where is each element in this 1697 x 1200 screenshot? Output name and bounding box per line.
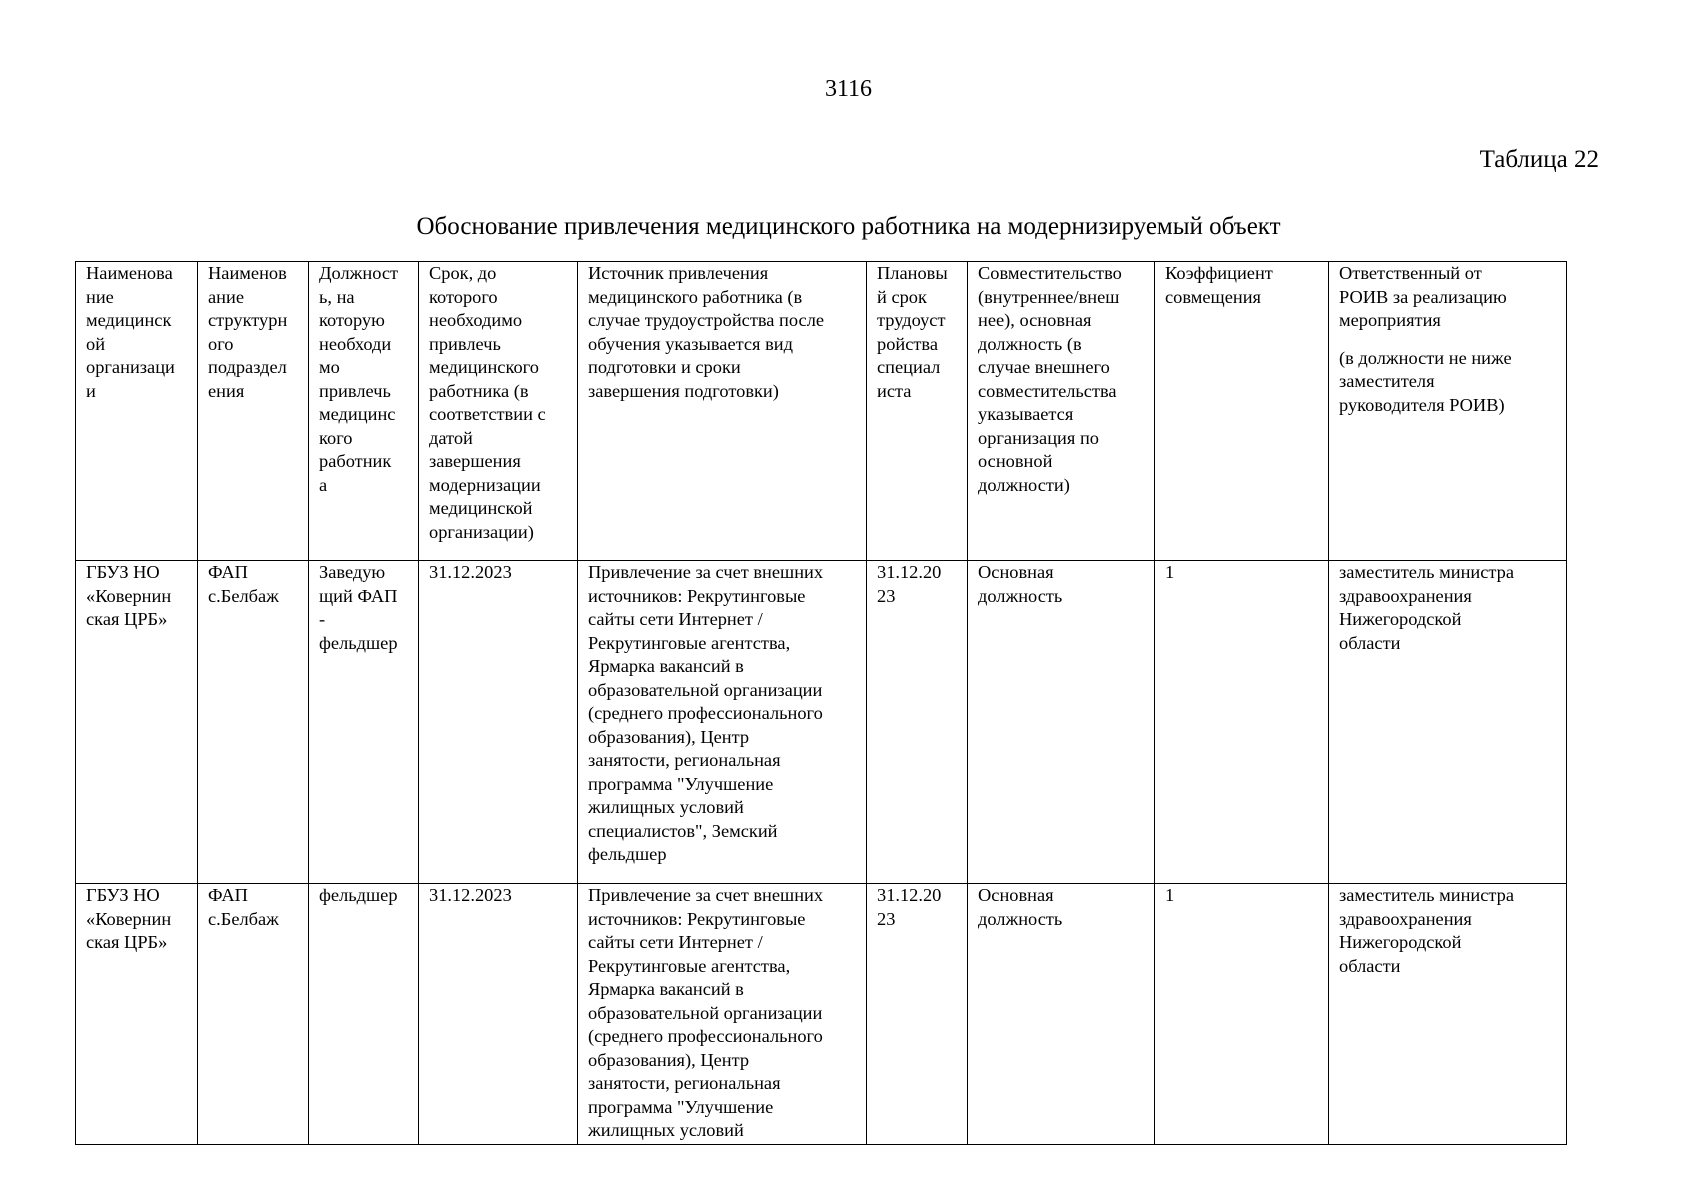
table-row: [76, 884, 1567, 1145]
cell-coefficient: 1: [1155, 561, 1329, 884]
table-row: [76, 561, 1567, 884]
column-header: Источник привлечения медицинского работника (в случае трудоустройства после обучения указывается вид подготовки и сроки завершения подготовки): [578, 262, 867, 561]
column-header: Совместительство (внутреннее/внеш нее), основная должность (в случае внешнего совместительства указывается организация по основной должности): [968, 262, 1155, 561]
column-header: Срок, до которого необходимо привлечь медицинского работника (в соответствии с датой завершения модернизации медицинской организации): [419, 262, 578, 561]
cell-source: Привлечение за счет внешних источников: Рекрутинговые сайты сети Интернет / Рекрутинговые агентства, Ярмарка вакансий в образовательной организации (среднего профессионального образования), Центр занятости, региональная программа "Улучшение жилищных условий: [578, 884, 867, 1145]
cell-responsible: заместитель министра здравоохранения Нижегородской области: [1329, 884, 1567, 1145]
table-header-row: [76, 262, 1567, 561]
cell-coefficient: 1: [1155, 884, 1329, 1145]
cell-organization: ГБУЗ НО «Ковернин ская ЦРБ»: [76, 561, 198, 884]
cell-planned-date: 31.12.20 23: [867, 561, 968, 884]
column-header-note: (в должности не ниже заместителя руководителя РОИВ): [1339, 347, 1512, 415]
cell-planned-date: 31.12.20 23: [867, 884, 968, 1145]
cell-position: фельдшер: [309, 884, 419, 1145]
cell-position: Заведую щий ФАП - фельдшер: [309, 561, 419, 884]
page-number: 3116: [824, 76, 873, 102]
document-title: Обоснование привлечения медицинского работника на модернизируемый объект: [416, 213, 1281, 240]
justification-table: [75, 261, 1567, 1145]
cell-deadline: 31.12.2023: [419, 884, 578, 1145]
column-header: Плановы й срок трудоуст ройства специал иста: [867, 262, 968, 561]
column-header: Должност ь, на которую необходи мо привлечь медицинс кого работник а: [309, 262, 419, 561]
cell-source: Привлечение за счет внешних источников: Рекрутинговые сайты сети Интернет / Рекрутинговые агентства, Ярмарка вакансий в образовательной организации (среднего профессионального образования), Центр занятости, региональная программа "Улучшение жилищных условий специалистов", Земский фельдшер: [578, 561, 867, 884]
column-header: Ответственный от РОИВ за реализацию мероприятия (в должности не ниже заместителя руководителя РОИВ): [1329, 262, 1567, 561]
cell-deadline: 31.12.2023: [419, 561, 578, 884]
column-header: Коэффициент совмещения: [1155, 262, 1329, 561]
cell-responsible: заместитель министра здравоохранения Нижегородской области: [1329, 561, 1567, 884]
cell-combination: Основная должность: [968, 884, 1155, 1145]
cell-unit: ФАП с.Белбаж: [198, 884, 309, 1145]
cell-combination: Основная должность: [968, 561, 1155, 884]
table-label: Таблица 22: [1479, 146, 1599, 173]
column-header: Наименов ание структурн ого подраздел ения: [198, 262, 309, 561]
column-header: Наименова ние медицинск ой организаци и: [76, 262, 198, 561]
cell-organization: ГБУЗ НО «Ковернин ская ЦРБ»: [76, 884, 198, 1145]
cell-unit: ФАП с.Белбаж: [198, 561, 309, 884]
